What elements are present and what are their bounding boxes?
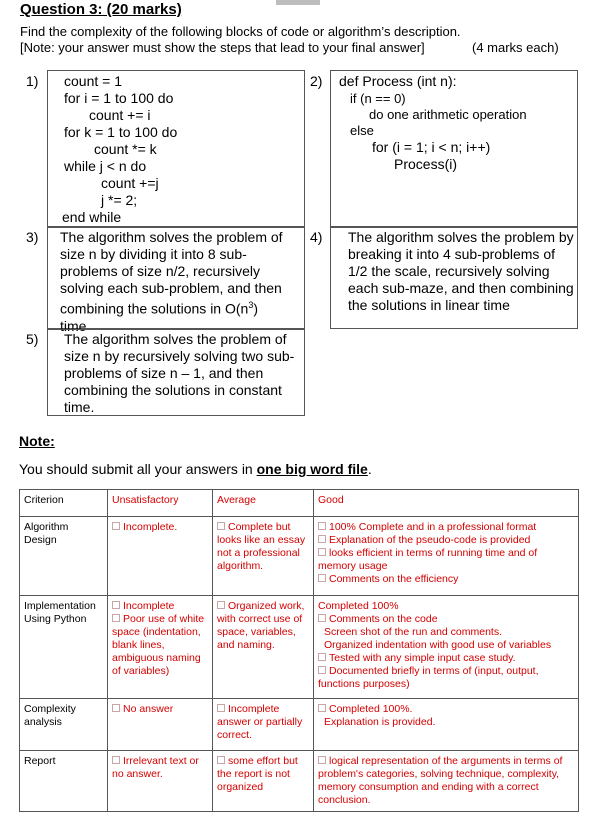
p1-line-1: count = 1 — [64, 73, 122, 89]
header-average: Average — [213, 490, 314, 517]
unsat-text: Incomplete — [123, 600, 175, 612]
unsat-cell — [108, 699, 213, 751]
p1-line-4: for k = 1 to 100 do — [64, 124, 178, 140]
question-instructions — [20, 24, 559, 56]
checkbox-icon — [112, 522, 120, 530]
unsat-cell — [108, 751, 213, 812]
avg-cell — [213, 596, 314, 699]
good-item — [318, 613, 574, 626]
unsat-text: Poor use of white space (indentation, blank lines, ambiguous naming of variables) — [112, 613, 205, 677]
header-good: Good — [314, 490, 579, 517]
avg-text: Complete but looks like an essay not a professional algorithm. — [217, 521, 306, 572]
good-text: logical representation of the arguments in terms of problem's categories, solving technique, complexity, memory consumption and ending with a correct conclusion. — [318, 755, 563, 806]
checkbox-icon — [318, 548, 326, 556]
p1-line-8: j *= 2; — [101, 192, 138, 208]
p3-close: ) — [253, 300, 259, 317]
problem-4-text: The algorithm solves the problem by breaking it into 4 sub-problems of 1/2 the scale, recursively solving each sub-maze, and then combining the solutions in linear time — [348, 229, 574, 313]
avg-text: Incomplete answer or partially correct. — [217, 703, 303, 741]
checkbox-icon — [112, 704, 120, 712]
good-cell — [314, 751, 579, 812]
avg-text: Organized work, with correct use of space, variables, and naming. — [217, 600, 305, 651]
avg-cell — [213, 699, 314, 751]
p2-line-1: def Process (int n): — [339, 73, 457, 89]
checkbox-icon — [318, 756, 326, 764]
checkbox-icon — [318, 653, 326, 661]
checkbox-icon — [318, 535, 326, 543]
p1-line-9: end while — [62, 209, 122, 225]
good-cell — [314, 699, 579, 751]
checkbox-icon — [318, 522, 326, 530]
good-text: Screen shot of the run and comments. — [324, 626, 503, 638]
note-heading: Note: — [19, 433, 55, 449]
unsat-cell — [108, 596, 213, 699]
unsat-text: Irrelevant text or no answer. — [112, 755, 199, 780]
header-unsatisfactory: Unsatisfactory — [108, 490, 213, 517]
good-item — [318, 665, 574, 691]
checkbox-icon — [217, 601, 225, 609]
question-title: Question 3: (20 marks) — [20, 1, 182, 18]
top-scroll-marker — [276, 0, 320, 5]
good-text: Explanation of the pseudo-code is provided — [329, 534, 531, 546]
problem-3-text — [60, 229, 300, 335]
good-text: Completed 100% — [318, 600, 399, 612]
good-text: Comments on the code — [329, 613, 438, 625]
rubric-table — [19, 489, 579, 812]
criterion-cell: Algorithm Design — [20, 517, 108, 596]
p1-line-2: for i = 1 to 100 do — [64, 90, 174, 106]
problem-3-number: 3) — [26, 229, 39, 245]
good-item — [318, 534, 574, 547]
checkbox-icon — [217, 522, 225, 530]
header-criterion: Criterion — [20, 490, 108, 517]
checkbox-icon — [318, 574, 326, 582]
good-text: Organized indentation with good use of variables — [324, 639, 552, 651]
rubric-row-algorithm — [20, 517, 579, 596]
criterion-cell: Complexity analysis — [20, 699, 108, 751]
rubric-row-implementation — [20, 596, 579, 699]
avg-cell — [213, 517, 314, 596]
p3-last: time — [60, 317, 87, 334]
p3-exponent: 3 — [248, 300, 254, 310]
unsat-item — [112, 600, 208, 613]
submit-prefix: You should submit all your answers in — [19, 461, 257, 477]
problem-5-number: 5) — [26, 331, 39, 347]
problem-2-number: 2) — [310, 73, 323, 89]
p2-line-3: do one arithmetic operation — [369, 107, 527, 122]
p2-line-5: for (i = 1; i < n; i++) — [372, 139, 491, 155]
marks-label: (4 marks each) — [472, 40, 559, 55]
rubric-row-complexity — [20, 699, 579, 751]
p1-line-5: count *= k — [94, 141, 157, 157]
good-item — [318, 573, 574, 586]
checkbox-icon — [318, 666, 326, 674]
criterion-cell: Implementation Using Python — [20, 596, 108, 699]
p1-line-6: while j < n do — [64, 158, 147, 174]
p2-line-4: else — [350, 123, 374, 138]
good-item — [318, 547, 574, 573]
good-cell — [314, 596, 579, 699]
avg-cell — [213, 751, 314, 812]
submit-bold: one big word file — [256, 461, 368, 477]
problem-1-number: 1) — [26, 73, 39, 89]
checkbox-icon — [318, 704, 326, 712]
unsat-text: Incomplete. — [123, 521, 178, 533]
good-cell — [314, 517, 579, 596]
checkbox-icon — [112, 614, 120, 622]
p2-line-2: if (n == 0) — [350, 91, 406, 106]
p2-line-6: Process(i) — [394, 156, 458, 172]
good-text: looks efficient in terms of running time and of memory usage — [318, 547, 538, 572]
checkbox-icon — [318, 614, 326, 622]
p1-line-3: count += i — [89, 107, 151, 123]
good-item — [318, 521, 574, 534]
good-text: Documented briefly in terms of (input, output, functions purposes) — [318, 665, 539, 690]
problem-4-number: 4) — [310, 229, 323, 245]
checkbox-icon — [217, 756, 225, 764]
good-text: Comments on the efficiency — [329, 573, 459, 585]
checkbox-icon — [217, 704, 225, 712]
good-text: Explanation is provided. — [324, 716, 436, 728]
rubric-row-report — [20, 751, 579, 812]
good-item — [318, 703, 574, 716]
p3-body: The algorithm solves the problem of size n by dividing it into 8 sub-problems of size n/2, recursively solving each sub-problem, and then combining the solutions in O(n — [60, 229, 283, 317]
checkbox-icon — [112, 601, 120, 609]
good-item — [318, 652, 574, 665]
submit-instruction — [19, 461, 372, 477]
criterion-cell: Report — [20, 751, 108, 812]
good-text: 100% Complete and in a professional format — [329, 521, 537, 533]
rubric-header-row — [20, 490, 579, 517]
avg-text: some effort but the report is not organized — [217, 755, 298, 793]
p1-line-7: count +=j — [101, 175, 159, 191]
unsat-text: No answer — [123, 703, 174, 715]
checkbox-icon — [112, 756, 120, 764]
good-text: Completed 100%. — [329, 703, 413, 715]
unsat-cell — [108, 517, 213, 596]
problem-5-text: The algorithm solves the problem of size n by recursively solving two sub-problems of size n – 1, and then combining the solutions in constant time. — [64, 331, 295, 415]
note-line: [Note: your answer must show the steps that lead to your final answer] — [20, 40, 425, 55]
submit-suffix: . — [367, 461, 372, 477]
unsat-item — [112, 613, 208, 678]
instruction-line: Find the complexity of the following blocks of code or algorithm’s description. — [20, 24, 461, 39]
good-text: Tested with any simple input case study. — [329, 652, 516, 664]
